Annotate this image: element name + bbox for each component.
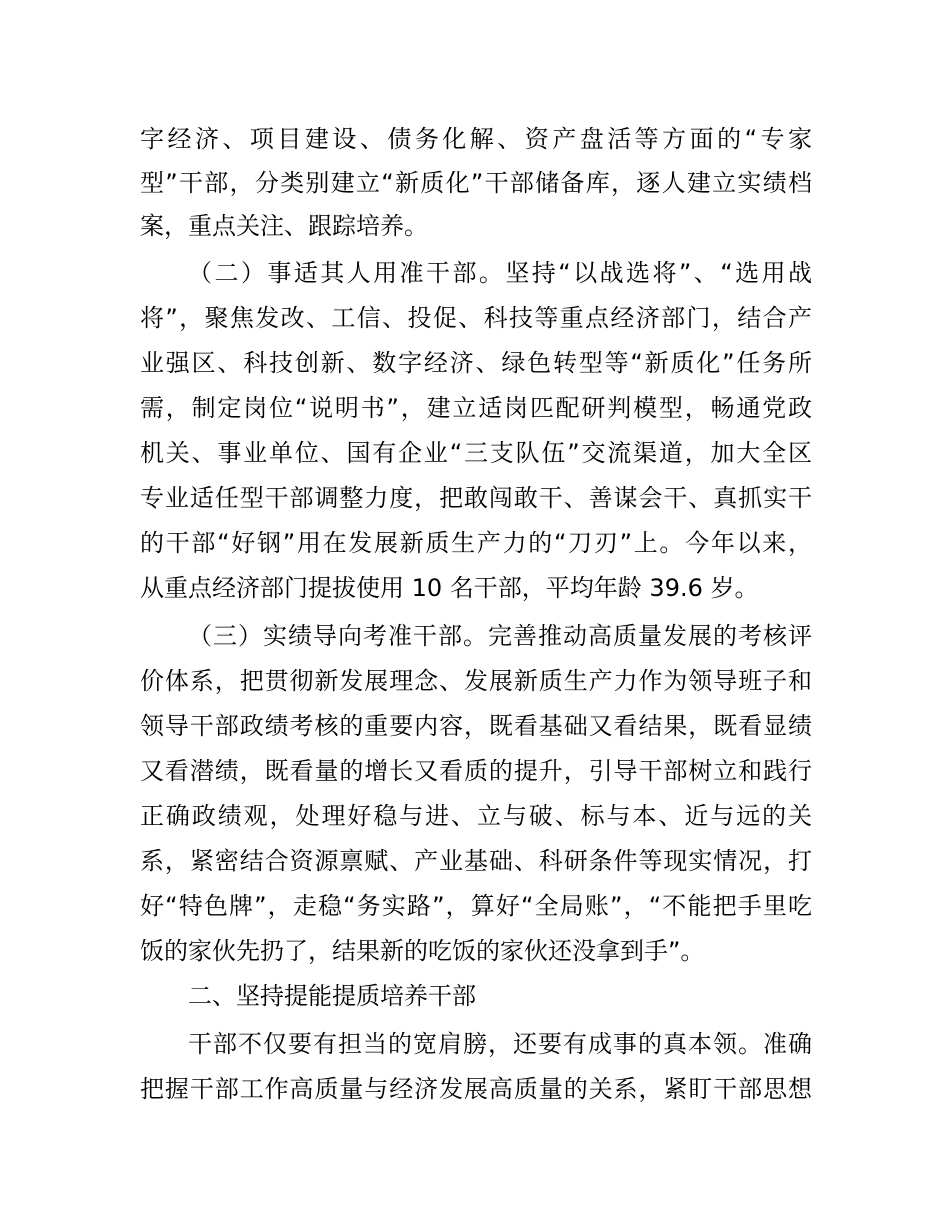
text-line: 机关、事业单位、国有企业“三支队伍”交流渠道，加大全区	[140, 439, 812, 467]
text-line: 需，制定岗位“说明书”，建立适岗匹配研判模型，畅通党政	[140, 394, 812, 422]
text-line: 饭的家伙先扔了，结果新的吃饭的家伙还没拿到手”。	[140, 937, 705, 965]
text-line: 又看潜绩，既看量的增长又看质的提升，引导干部树立和践行	[140, 757, 812, 785]
text-line: 的干部“好钢”用在发展新质生产力的“刀刃”上。今年以来，	[140, 529, 812, 557]
text-line: 系，紧密结合资源禀赋、产业基础、科研条件等现实情况，打	[140, 847, 812, 875]
paragraph-first-line: 干部不仅要有担当的宽肩膀，还要有成事的真本领。准确	[188, 1030, 812, 1058]
paragraph-heading-line: （三）实绩导向考准干部。完善推动高质量发展的考核评	[188, 622, 812, 650]
text-line: 型”干部，分类别建立“新质化”干部储备库，逐人建立实绩档	[140, 169, 812, 197]
text-line: 领导干部政绩考核的重要内容，既看基础又看结果，既看显绩	[140, 712, 812, 740]
text-line: 字经济、项目建设、债务化解、资产盘活等方面的“专家	[140, 125, 812, 153]
section-heading: 二、坚持提能提质培养干部	[188, 982, 476, 1010]
text-line: 业强区、科技创新、数字经济、绿色转型等“新质化”任务所	[140, 349, 812, 377]
text-line: 正确政绩观，处理好稳与进、立与破、标与本、近与远的关	[140, 802, 812, 830]
text-line: 价体系，把贯彻新发展理念、发展新质生产力作为领导班子和	[140, 667, 812, 695]
text-line: 专业适任型干部调整力度，把敢闯敢干、善谋会干、真抓实干	[140, 484, 812, 512]
text-line: 将”，聚焦发改、工信、投促、科技等重点经济部门，结合产	[140, 304, 812, 332]
text-line: 案，重点关注、跟踪培养。	[140, 212, 428, 240]
text-line: 从重点经济部门提拔使用 10 名干部，平均年龄 39.6 岁。	[140, 574, 759, 602]
paragraph-heading-line: （二）事适其人用准干部。坚持“以战选将”、“选用战	[188, 259, 812, 287]
text-line: 把握干部工作高质量与经济发展高质量的关系，紧盯干部思想	[140, 1075, 812, 1103]
text-line: 好“特色牌”，走稳“务实路”，算好“全局账”，“不能把手里吃	[140, 892, 812, 920]
